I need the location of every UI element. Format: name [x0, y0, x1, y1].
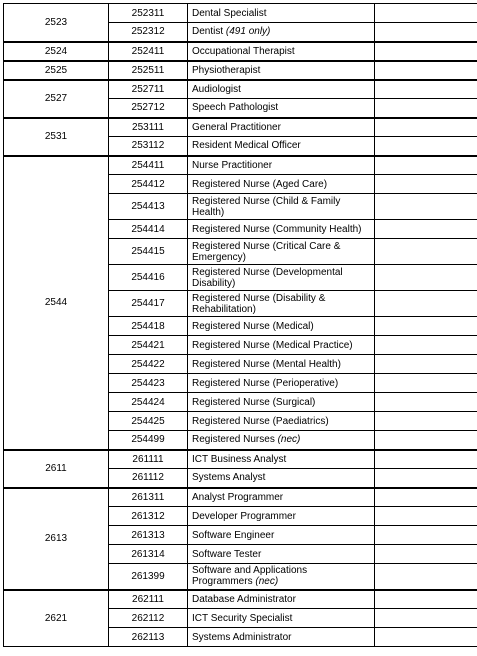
occupation-title-text: Registered Nurse (Child & Family Health)	[192, 195, 341, 218]
occupation-code: 252711	[109, 80, 188, 99]
occupation-title	[188, 99, 375, 118]
occupation-title-text: Registered Nurse (Community Health)	[192, 223, 362, 235]
table-row	[4, 42, 477, 61]
occupation-code: 252712	[109, 99, 188, 118]
occupation-code: 254418	[109, 317, 188, 336]
occupation-title	[188, 175, 375, 194]
occupation-code: 254499	[109, 431, 188, 450]
occupation-title-text: Software and Applications Programmers	[192, 565, 308, 588]
empty-cell	[375, 265, 477, 291]
occupation-title	[188, 265, 375, 291]
occupation-code: 254413	[109, 194, 188, 220]
occupation-code: 252312	[109, 23, 188, 42]
empty-cell	[375, 156, 477, 175]
table-row	[4, 80, 477, 99]
occupation-title-note: (nec)	[255, 576, 279, 588]
occupation-code: 262112	[109, 609, 188, 628]
table-row	[4, 4, 477, 23]
empty-cell	[375, 526, 477, 545]
empty-cell	[375, 545, 477, 564]
occupation-title	[188, 412, 375, 431]
occupation-code: 254422	[109, 355, 188, 374]
occupation-title	[188, 355, 375, 374]
occupation-code: 261111	[109, 450, 188, 469]
occupation-title-text: Registered Nurses	[192, 434, 278, 446]
occupation-code: 252311	[109, 4, 188, 23]
occupation-title-text: ICT Business Analyst	[192, 453, 287, 465]
occupation-title	[188, 317, 375, 336]
occupation-title-text: ICT Security Specialist	[192, 612, 293, 624]
occupation-code: 252411	[109, 42, 188, 61]
occupation-code: 261311	[109, 488, 188, 507]
occupation-title	[188, 545, 375, 564]
occupation-code: 254425	[109, 412, 188, 431]
table-row	[4, 590, 477, 609]
occupation-code: 262111	[109, 590, 188, 609]
occupation-title-text: Occupational Therapist	[192, 45, 295, 57]
table-row	[4, 118, 477, 137]
empty-cell	[375, 590, 477, 609]
occupation-title-text: Analyst Programmer	[192, 491, 284, 503]
occupation-title-text: Software Engineer	[192, 529, 275, 541]
occupation-title-text: Registered Nurse (Mental Health)	[192, 358, 341, 370]
occupation-title-text: Software Tester	[192, 548, 262, 560]
empty-cell	[375, 488, 477, 507]
empty-cell	[375, 194, 477, 220]
table-row	[4, 450, 477, 469]
empty-cell	[375, 628, 477, 647]
unit-group-code: 2621	[4, 590, 109, 647]
occupation-code: 261112	[109, 469, 188, 488]
occupation-title	[188, 4, 375, 23]
empty-cell	[375, 4, 477, 23]
occupation-title-text: Dental Specialist	[192, 7, 267, 19]
empty-cell	[375, 118, 477, 137]
empty-cell	[375, 220, 477, 239]
occupation-title	[188, 450, 375, 469]
empty-cell	[375, 609, 477, 628]
empty-cell	[375, 450, 477, 469]
occupation-title-text: Systems Administrator	[192, 631, 292, 643]
occupation-code: 254414	[109, 220, 188, 239]
unit-group-code: 2527	[4, 80, 109, 118]
empty-cell	[375, 564, 477, 590]
occupation-code: 261314	[109, 545, 188, 564]
occupation-title	[188, 118, 375, 137]
occupation-title	[188, 42, 375, 61]
empty-cell	[375, 336, 477, 355]
occupation-title	[188, 239, 375, 265]
occupation-title	[188, 469, 375, 488]
occupation-code: 261399	[109, 564, 188, 590]
occupation-code: 254417	[109, 291, 188, 317]
occupation-title	[188, 488, 375, 507]
empty-cell	[375, 507, 477, 526]
occupation-title	[188, 194, 375, 220]
empty-cell	[375, 175, 477, 194]
occupation-title-text: Developer Programmer	[192, 510, 296, 522]
occupation-title-text: Registered Nurse (Disability & Rehabilitation)	[192, 292, 326, 315]
occupation-title	[188, 156, 375, 175]
occupation-title-text: Nurse Practitioner	[192, 159, 273, 171]
occupation-title-text: Speech Pathologist	[192, 102, 279, 114]
occupation-title-note: (491 only)	[225, 26, 271, 38]
occupation-title-text: Registered Nurse (Medical Practice)	[192, 339, 353, 351]
occupation-title-text: Resident Medical Officer	[192, 140, 301, 152]
empty-cell	[375, 23, 477, 42]
table-row	[4, 156, 477, 175]
occupation-title-text: Systems Analyst	[192, 472, 266, 484]
empty-cell	[375, 412, 477, 431]
occupation-code: 262113	[109, 628, 188, 647]
empty-cell	[375, 61, 477, 80]
occupation-title-text: Dentist	[192, 26, 226, 38]
occupation-title-text: Registered Nurse (Critical Care & Emergency)	[192, 240, 341, 263]
occupation-code: 254424	[109, 393, 188, 412]
empty-cell	[375, 42, 477, 61]
empty-cell	[375, 291, 477, 317]
occupation-title-note: (nec)	[277, 434, 301, 446]
table-row	[4, 61, 477, 80]
unit-group-code: 2525	[4, 61, 109, 80]
occupation-code: 252511	[109, 61, 188, 80]
occupation-title	[188, 291, 375, 317]
empty-cell	[375, 431, 477, 450]
occupation-title	[188, 526, 375, 545]
occupation-title	[188, 336, 375, 355]
occupation-title	[188, 564, 375, 590]
unit-group-code: 2531	[4, 118, 109, 156]
occupation-code: 253111	[109, 118, 188, 137]
occupation-title-text: Audiologist	[192, 83, 241, 95]
occupation-title-text: Registered Nurse (Perioperative)	[192, 377, 339, 389]
occupation-title-text: Registered Nurse (Surgical)	[192, 396, 316, 408]
empty-cell	[375, 239, 477, 265]
occupation-title	[188, 431, 375, 450]
unit-group-code: 2613	[4, 488, 109, 590]
occupation-title-text: Registered Nurse (Paediatrics)	[192, 415, 329, 427]
occupation-title-text: General Practitioner	[192, 121, 281, 133]
occupation-title-text: Registered Nurse (Developmental Disability)	[192, 266, 343, 289]
unit-group-code: 2611	[4, 450, 109, 488]
occupation-table-body	[4, 4, 477, 647]
empty-cell	[375, 99, 477, 118]
occupation-title	[188, 507, 375, 526]
occupation-title	[188, 393, 375, 412]
occupation-code: 254411	[109, 156, 188, 175]
occupation-code: 254416	[109, 265, 188, 291]
occupation-title-text: Database Administrator	[192, 593, 296, 605]
unit-group-code: 2524	[4, 42, 109, 61]
occupation-title	[188, 628, 375, 647]
occupation-title	[188, 609, 375, 628]
occupation-code: 254421	[109, 336, 188, 355]
occupation-title	[188, 61, 375, 80]
occupation-title	[188, 137, 375, 156]
occupation-title-text: Physiotherapist	[192, 64, 261, 76]
empty-cell	[375, 137, 477, 156]
empty-cell	[375, 317, 477, 336]
occupation-title	[188, 374, 375, 393]
occupation-code: 261312	[109, 507, 188, 526]
unit-group-code: 2544	[4, 156, 109, 450]
occupation-code: 254412	[109, 175, 188, 194]
occupation-title	[188, 220, 375, 239]
unit-group-code: 2523	[4, 4, 109, 42]
table-row	[4, 488, 477, 507]
occupation-title-text: Registered Nurse (Aged Care)	[192, 178, 328, 190]
occupation-code: 253112	[109, 137, 188, 156]
empty-cell	[375, 374, 477, 393]
occupation-title	[188, 23, 375, 42]
empty-cell	[375, 469, 477, 488]
occupation-title	[188, 590, 375, 609]
empty-cell	[375, 393, 477, 412]
empty-cell	[375, 355, 477, 374]
occupation-title	[188, 80, 375, 99]
occupation-code: 254415	[109, 239, 188, 265]
occupation-code: 261313	[109, 526, 188, 545]
occupation-table	[3, 3, 477, 647]
occupation-code: 254423	[109, 374, 188, 393]
empty-cell	[375, 80, 477, 99]
occupation-title-text: Registered Nurse (Medical)	[192, 320, 314, 332]
